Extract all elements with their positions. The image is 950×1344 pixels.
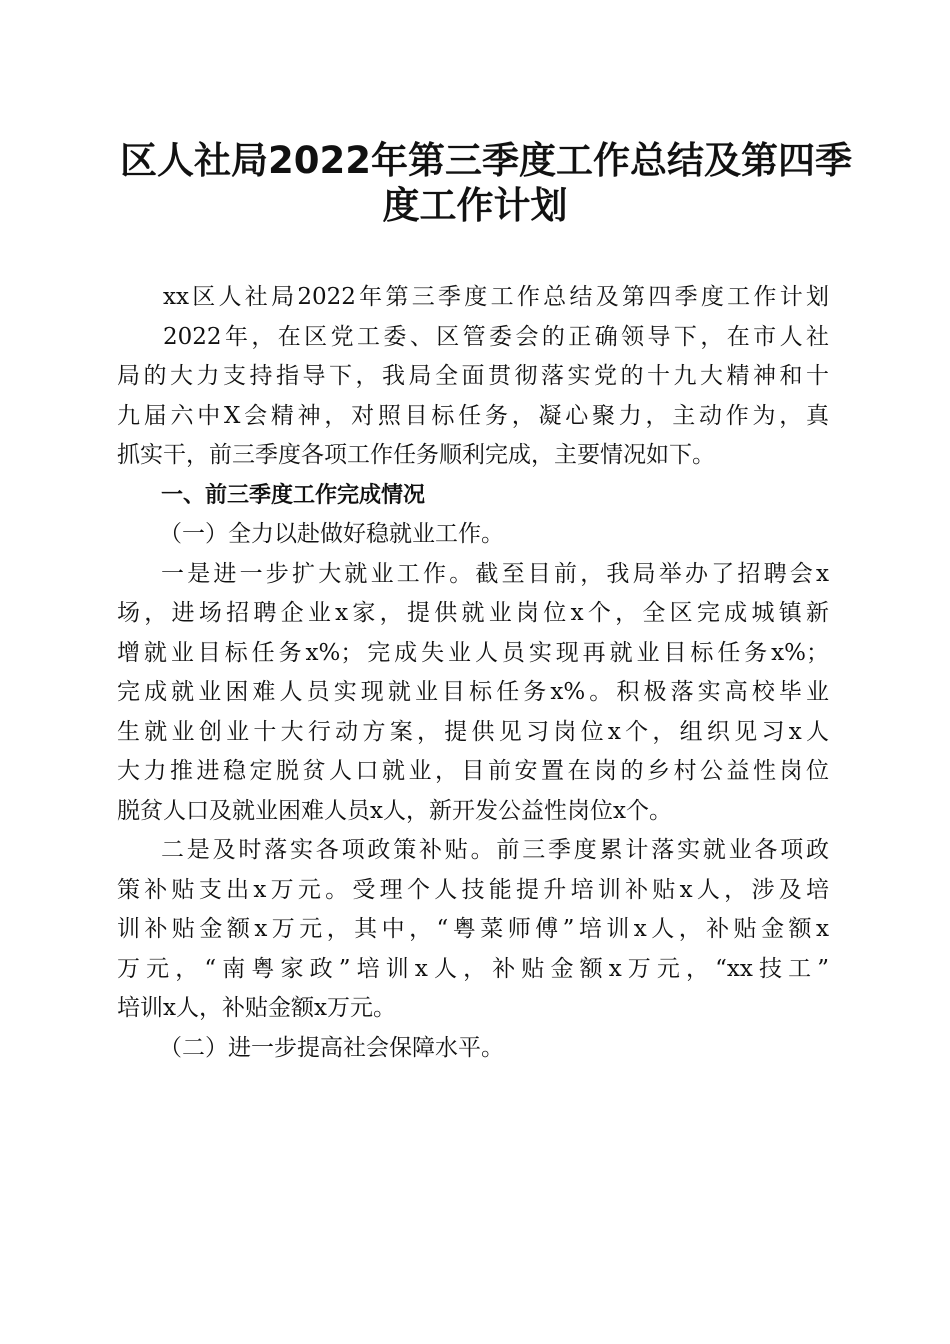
subsection-heading: （一）全力以赴做好稳就业工作。: [159, 521, 504, 547]
paragraph-line: 完成就业困难人员实现就业目标任务x%。积极落实高校毕业: [117, 679, 829, 705]
document-body: [117, 278, 829, 1068]
paragraph-line: 大力推进稳定脱贫人口就业，目前安置在岗的乡村公益性岗位: [117, 758, 829, 784]
section-heading: 一、前三季度工作完成情况: [161, 482, 426, 508]
paragraph-line: 局的大力支持指导下，我局全面贯彻落实党的十九大精神和十: [117, 363, 829, 389]
paragraph-line: 增就业目标任务x%；完成失业人员实现再就业目标任务x%；: [117, 639, 829, 666]
subsection-heading: （二）进一步提高社会保障水平。: [159, 1034, 504, 1061]
paragraph-line: 一是进一步扩大就业工作。截至目前，我局举办了招聘会x: [161, 560, 829, 587]
paragraph-line: 培训x人，补贴金额x万元。: [117, 995, 396, 1021]
subtitle-line: xx区人社局2022年第三季度工作总结及第四季度工作计划: [163, 284, 829, 310]
paragraph-line: 万元，“南粤家政”培训x人，补贴金额x万元，“xx技工”: [117, 955, 829, 982]
paragraph-line: 抓实干，前三季度各项工作任务顺利完成，主要情况如下。: [117, 442, 715, 468]
paragraph-line: 九届六中X会精神，对照目标任务，凝心聚力，主动作为，真: [117, 402, 829, 429]
paragraph-line: 生就业创业十大行动方案，提供见习岗位x个，组织见习x人: [117, 718, 829, 745]
paragraph-line: 二是及时落实各项政策补贴。前三季度累计落实就业各项政: [161, 837, 829, 863]
document-title-line-2: 度工作计划: [382, 184, 568, 227]
document-title-line-1: 区人社局2022年第三季度工作总结及第四季: [120, 139, 852, 182]
paragraph-line: 训补贴金额x万元，其中，“粤菜师傅”培训x人，补贴金额x: [117, 916, 829, 942]
paragraph-line: 场，进场招聘企业x家，提供就业岗位x个，全区完成城镇新: [117, 600, 829, 626]
paragraph-line: 2022年，在区党工委、区管委会的正确领导下，在市人社: [163, 323, 829, 350]
paragraph-line: 脱贫人口及就业困难人员x人，新开发公益性岗位x个。: [117, 797, 672, 824]
paragraph-line: 策补贴支出x万元。受理个人技能提升培训补贴x人，涉及培: [117, 876, 829, 903]
